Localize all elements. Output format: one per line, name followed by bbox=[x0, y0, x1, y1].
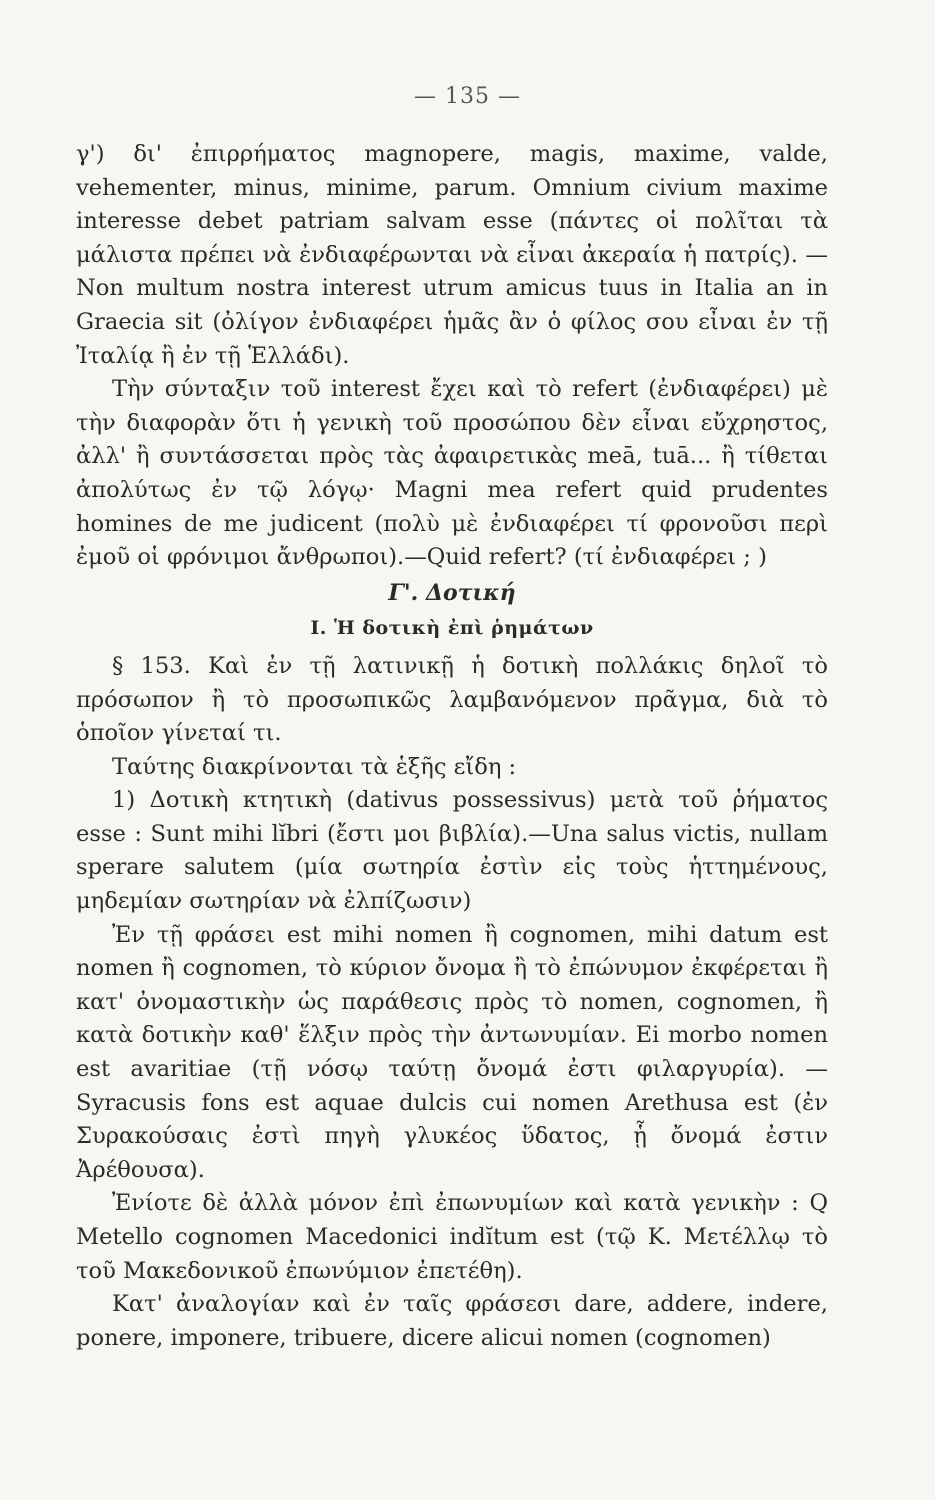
page-body bbox=[76, 138, 828, 1355]
paragraph-analogy-verbs: Κατ' ἀναλογίαν καὶ ἐν ταῖς φράσεσι dare, addere, indere, ponere, imponere, tribuere, dicere alicui nomen (cognomen) bbox=[76, 1291, 828, 1351]
paragraph-dativus-possessivus: 1) Δοτικὴ κτητικὴ (dativus possessivus) μετὰ τοῦ ῥήματος esse : Sunt mihi lĭbri (ἔστι μοι βιβλία).—Una salus victis, nullam sperare salutem (μία σωτηρία ἐστὶν εἰς τοὺς ἡττημένους, μηδεμίαν σωτηρίαν νὰ ἐλπίζωσιν) bbox=[76, 787, 828, 915]
paragraph-section-153: § 153. Καὶ ἐν τῇ λατινικῇ ἡ δοτικὴ πολλάκις δηλοῖ τὸ πρόσωπον ἢ τὸ προσωπικῶς λαμβανόμενον πρᾶγμα, διὰ τὸ ὁποῖον γίνεταί τι. bbox=[76, 652, 828, 747]
paragraph-adverb-construction: γ') δι' ἐπιρρήματος magnopere, magis, maxime, valde, vehementer, minus, minime, parum. Omnium civium maxime interesse debet patriam salvam esse (πάντες οἱ πολῖται τὰ μάλιστα πρέπει νὰ ἐνδιαφέρωνται νὰ εἶναι ἀκεραία ἡ πατρίς). — Non multum nostra interest utrum amicus tuus in Italia an in Graecia sit (ὀλίγον ἐνδιαφέρει ἡμᾶς ἂν ὁ φίλος σου εἶναι ἐν τῇ Ἰταλίᾳ ἢ ἐν τῇ Ἑλλάδι). bbox=[76, 141, 828, 369]
paragraph-nomen-construction: Ἐν τῇ φράσει est mihi nomen ἢ cognomen, mihi datum est nomen ἢ cognomen, τὸ κύριον ὄνομα ἢ τὸ ἐπώνυμον ἐκφέρεται ἢ κατ' ὀνομαστικὴν ὡς παράθεσις πρὸς τὸ nomen, cognomen, ἢ κατὰ δοτικὴν καθ' ἕλξιν πρὸς τὴν ἀντωνυμίαν. Ei morbo nomen est avaritiae (τῇ νόσῳ ταύτῃ ὄνομά ἐστι φιλαργυρία). —Syracusis fons est aquae dulcis cui nomen Arethusa est (ἐν Συρακούσαις ἐστὶ πηγὴ γλυκέος ὕδατος, ᾗ ὄνομά ἐστιν Ἀρέθουσα). bbox=[76, 921, 828, 1183]
paragraph-refert-construction: Τὴν σύνταξιν τοῦ interest ἔχει καὶ τὸ refert (ἐνδιαφέρει) μὲ τὴν διαφορὰν ὅτι ἡ γενικὴ τοῦ προσώπου δὲν εἶναι εὔχρηστος, ἀλλ' ἢ συντάσσεται πρὸς τὰς ἀφαιρετικὰς meā, tuā... ἢ τίθεται ἀπολύτως ἐν τῷ λόγῳ· Magni mea refert quid prudentes homines de me judicent (πολὺ μὲ ἐνδιαφέρει τί φρονοῦσι περὶ ἐμοῦ οἱ φρόνιμοι ἄνθρωποι).—Quid refert? (τί ἐνδιαφέρει ; ) bbox=[76, 376, 828, 571]
chapter-heading-dative: Γ'. Δοτική bbox=[388, 579, 516, 606]
section-heading-dative-verbs: I. Ἡ δοτικὴ ἐπὶ ῥημάτων bbox=[310, 617, 594, 640]
page-number: — 135 — bbox=[414, 84, 521, 109]
paragraph-types-intro: Ταύτης διακρίνονται τὰ ἑξῆς εἴδη : bbox=[112, 753, 517, 780]
paragraph-cognomen-genitive: Ἐνίοτε δὲ ἀλλὰ μόνον ἐπὶ ἐπωνυμίων καὶ κατὰ γενικὴν : Q Metello cognomen Macedonici indĭtum est (τῷ Κ. Μετέλλῳ τὸ τοῦ Μακεδονικοῦ ἐπωνύμιον ἐπετέθη). bbox=[76, 1190, 828, 1284]
